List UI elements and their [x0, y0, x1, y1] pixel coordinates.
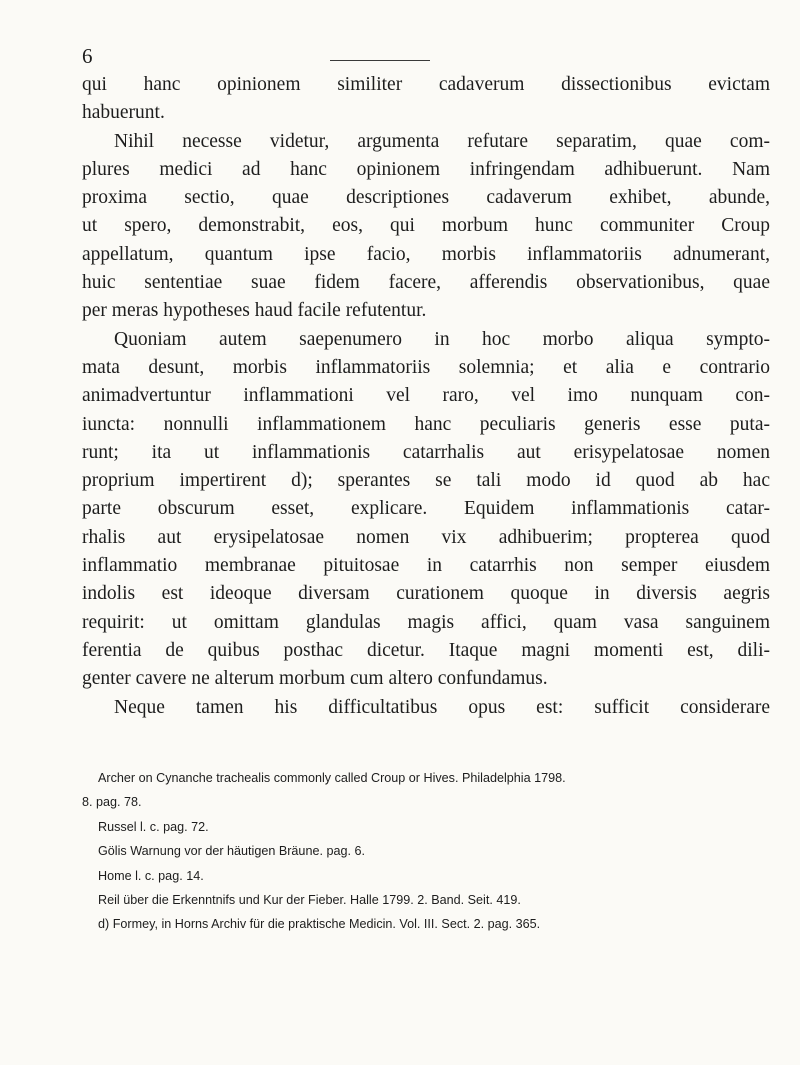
header-rule	[330, 60, 430, 61]
body-line: parte obscurum esset, explicare. Equidem inflammationis catar-	[82, 498, 770, 520]
footnote-line: Home l. c. pag. 14.	[98, 868, 204, 883]
footnote-line: Gölis Warnung vor der häutigen Bräune. pag. 6.	[98, 844, 365, 859]
footnotes	[82, 766, 770, 937]
footnote-line: Reil über die Erkenntnifs und Kur der Fieber. Halle 1799. 2. Band. Seit. 419.	[98, 893, 521, 908]
body-line: genter cavere ne alterum morbum cum altero confundamus.	[82, 668, 548, 690]
footnote-line: d) Formey, in Horns Archiv für die praktische Medicin. Vol. III. Sect. 2. pag. 365.	[98, 917, 541, 932]
body-line: ferentia de quibus posthac dicetur. Itaque magni momenti est, dili-	[82, 639, 770, 661]
body-line: Nihil necesse videtur, argumenta refutare separatim, quae com-	[114, 130, 770, 152]
body-line: requirit: ut omittam glandulas magis affici, quam vasa sanguinem	[82, 611, 770, 633]
body-text	[82, 71, 770, 722]
body-line: Neque tamen his difficultatibus opus est: sufficit considerare	[114, 696, 770, 718]
page-number: 6	[82, 44, 93, 68]
body-line: ut spero, demonstrabit, eos, qui morbum hunc communiter Croup	[82, 215, 770, 237]
footnote-line: Russel l. c. pag. 72.	[98, 819, 209, 834]
body-line: huic sententiae suae fidem facere, afferendis observationibus, quae	[82, 272, 770, 294]
body-line: appellatum, quantum ipse facio, morbis inflammatoriis adnumerant,	[82, 243, 770, 265]
body-line: iuncta: nonnulli inflammationem hanc peculiaris generis esse puta-	[82, 413, 770, 435]
footnote-line: 8. pag. 78.	[82, 795, 142, 810]
body-line: inflammatio membranae pituitosae in catarrhis non semper eiusdem	[82, 555, 770, 577]
body-line: Quoniam autem saepenumero in hoc morbo aliqua sympto-	[114, 328, 770, 350]
body-line: indolis est ideoque diversam curationem quoque in diversis aegris	[82, 583, 770, 605]
body-line: proxima sectio, quae descriptiones cadaverum exhibet, abunde,	[82, 187, 770, 209]
body-line: plures medici ad hanc opinionem infringendam adhibuerunt. Nam	[82, 158, 770, 180]
body-line: runt; ita ut inflammationis catarrhalis aut erisypelatosae nomen	[82, 441, 770, 463]
body-line: habuerunt.	[82, 102, 165, 124]
body-line: qui hanc opinionem similiter cadaverum dissectionibus evictam	[82, 74, 770, 95]
body-line: rhalis aut erysipelatosae nomen vix adhibuerim; propterea quod	[82, 526, 770, 548]
body-line: mata desunt, morbis inflammatoriis solemnia; et alia e contrario	[82, 356, 770, 378]
footnote-line: Archer on Cynanche trachealis commonly called Croup or Hives. Philadelphia 1798.	[98, 771, 566, 785]
body-line: per meras hypotheses haud facile refutentur.	[82, 300, 427, 322]
body-line: animadvertuntur inflammationi vel raro, vel imo nunquam con-	[82, 385, 770, 407]
body-line: proprium impertirent d); sperantes se tali modo id quod ab hac	[82, 470, 770, 492]
